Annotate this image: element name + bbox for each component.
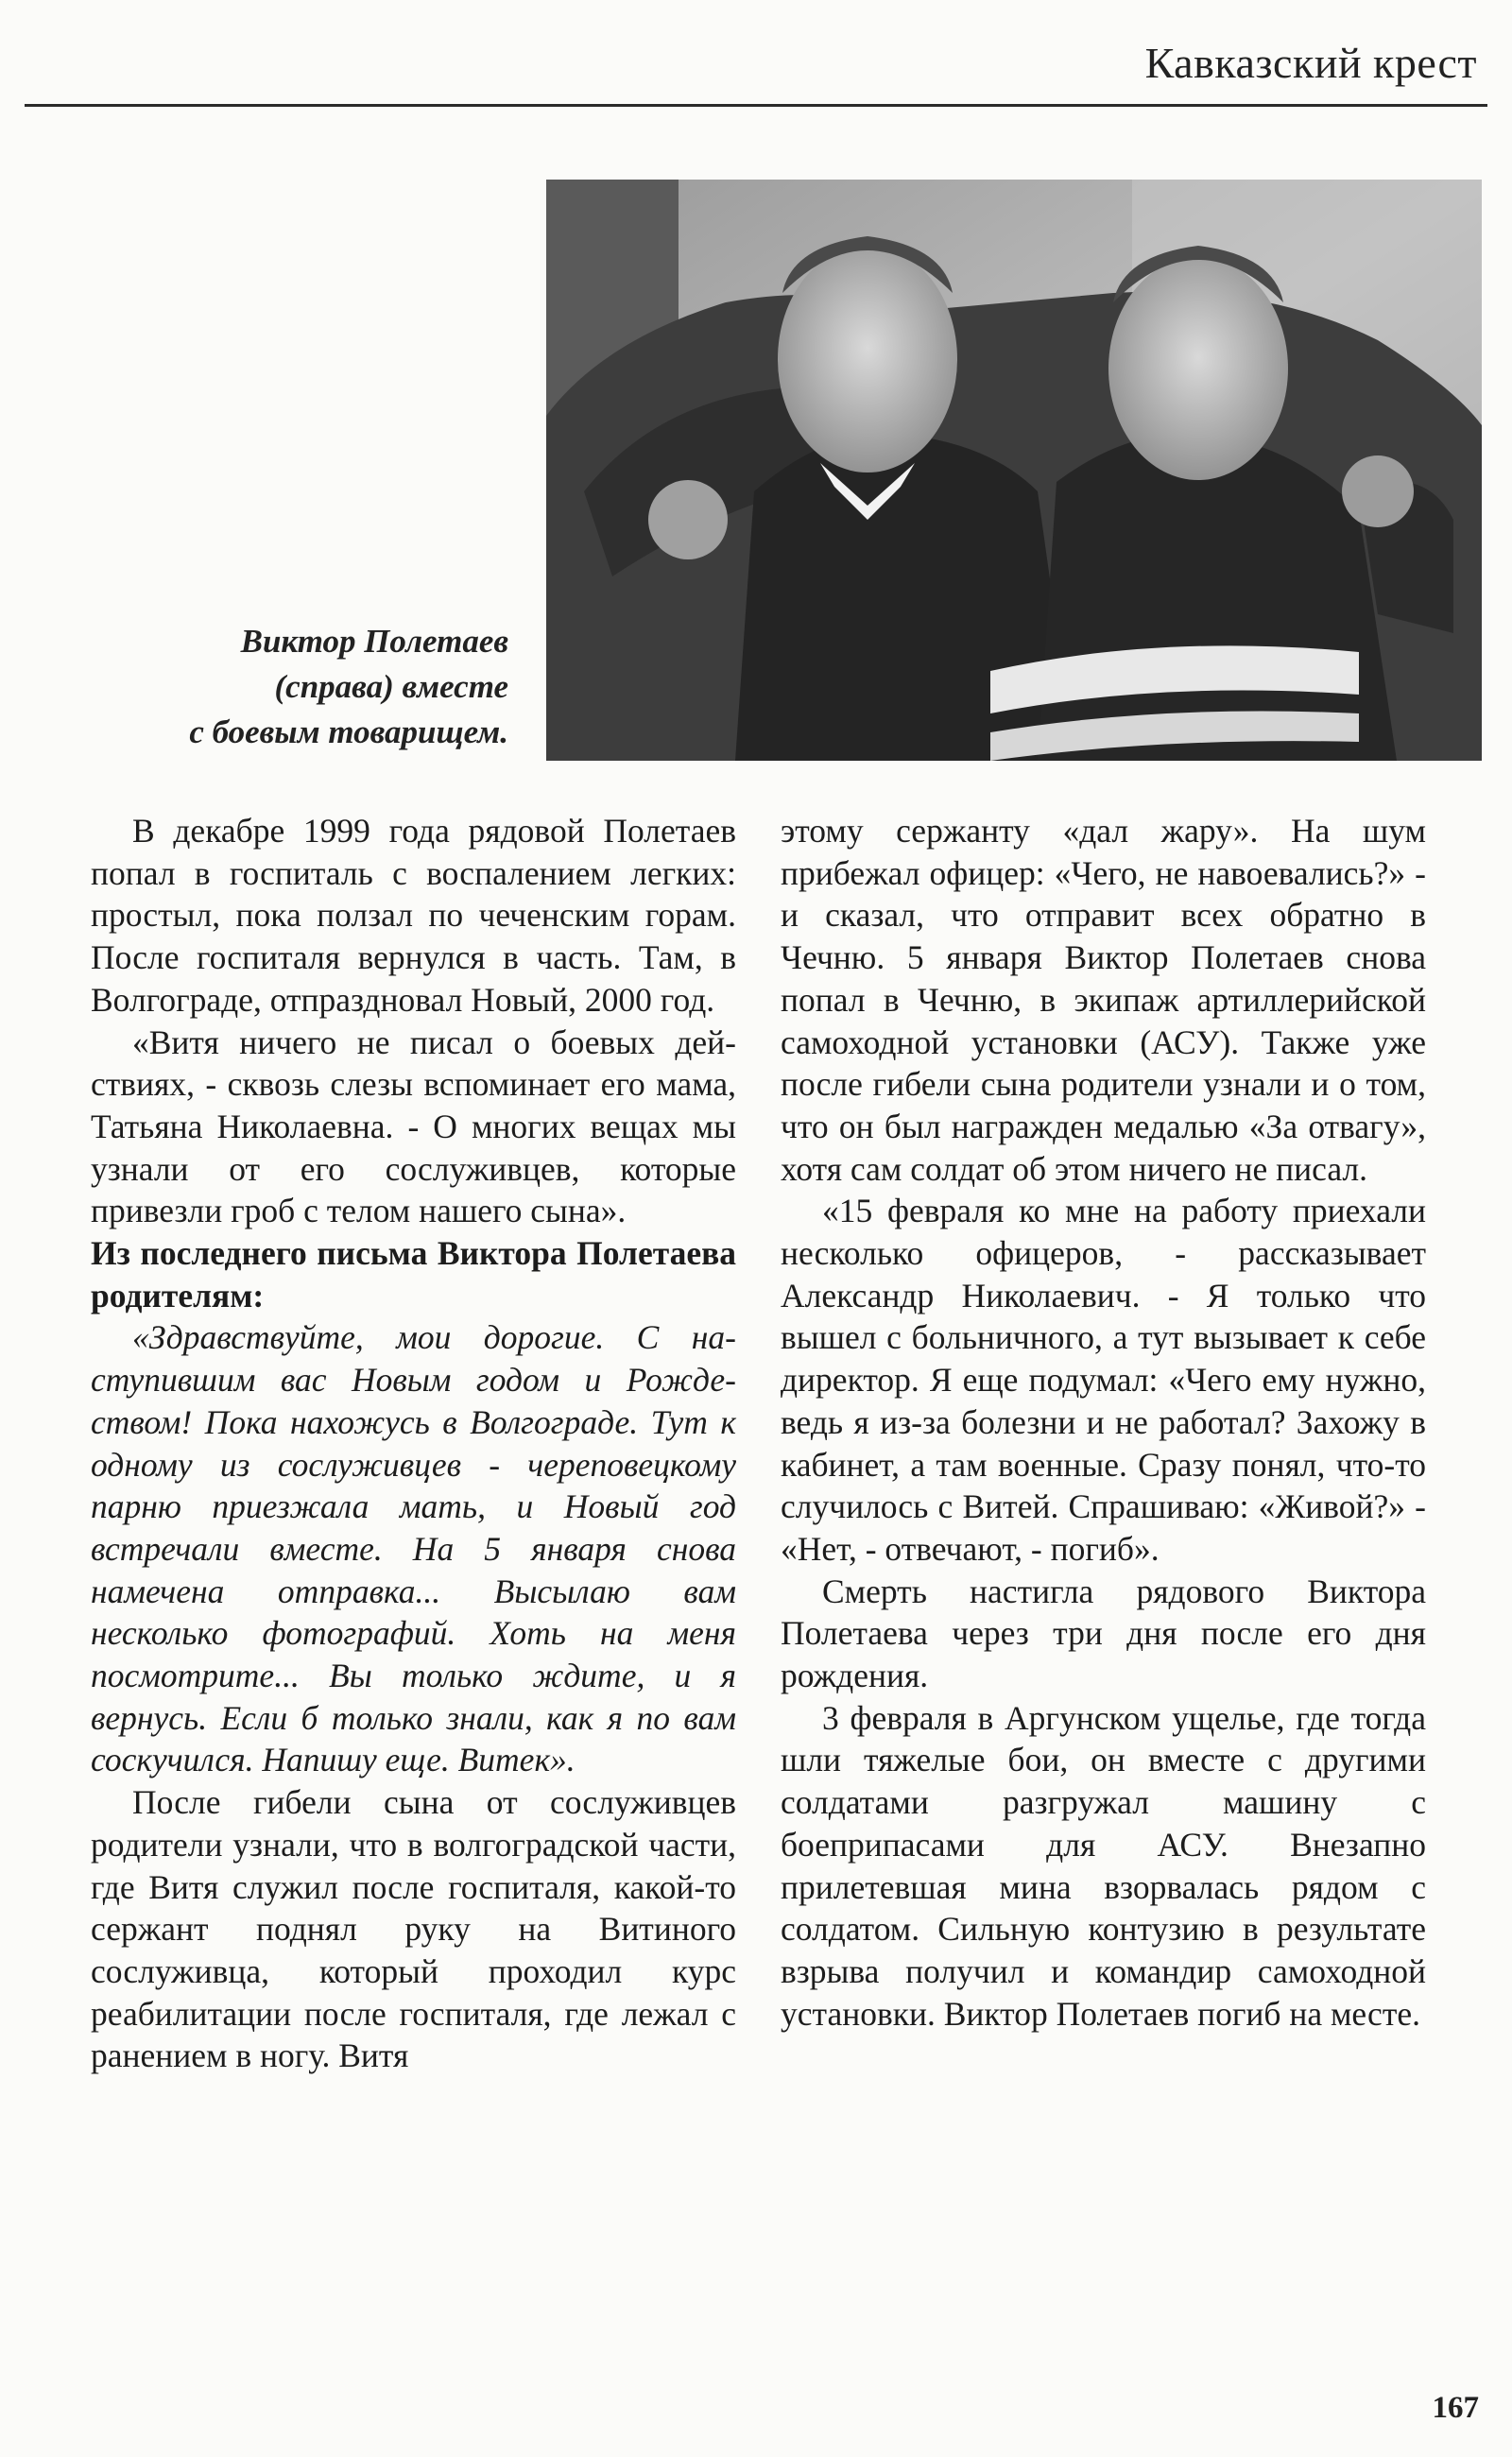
paragraph: В декабре 1999 года рядовой Полетаев попал в госпиталь с воспалением легких: простыл, пока ползал по чеченским горам. После госпиталя вернулся в часть. Там, в Волгограде, отпраздновал Новый, 2000 год. bbox=[91, 812, 736, 1019]
letter-quote: «Здравствуйте, мои дорогие. С наступившим вас Новым годом и Рождеством! Пока нахожусь в Волгограде. Тут к одному из сослуживцев - череповецкому парню приезжала мать, и Новый год встречали вместе. На 5 января снова намечена отправка... Высылаю вам несколько фотографий. Хоть на меня посмотрите... Вы только ждите, и я вернусь. Если б только знали, как я по вам соскучился. Напишу еще. Витек». bbox=[91, 1318, 736, 1779]
paragraph: После гибели сына от сослуживцев родители узнали, что в волгоградской части, где Витя служил после госпиталя, какой-то сержант поднял руку на Витиного сослуживца, который проходил курс реабилитации после госпиталя, где лежал с ранением в ногу. Витя bbox=[91, 1783, 736, 2075]
caption-line: (справа) вместе bbox=[274, 668, 508, 705]
article-column-right bbox=[781, 810, 1426, 2035]
paragraph: этому сержанту «дал жару». На шум прибежал офицер: «Чего, не навоевались?» - и сказал, что отправит всех обратно в Чечню. 5 января Виктор Полетаев снова попал в Чечню, в экипаж артиллерийской самоходной установки (АСУ). Также уже после гибели сына родители узнали и о том, что он был награжден медалью «За отвагу», хотя сам солдат об этом ничего не писал. bbox=[781, 812, 1426, 1188]
paragraph: «Витя ничего не писал о боевых действиях, - сквозь слезы вспоминает его мама, Татьяна Николаевна. - О многих вещах мы узнали от его сослуживцев, которые привезли гроб с телом нашего сына». bbox=[91, 1022, 736, 1230]
paragraph: 3 февраля в Аргунском ущелье, где тогда шли тяжелые бои, он вместе с другими солдатами разгружал машину с боеприпасами для АСУ. Внезапно прилетевшая мина взорвалась рядом с солдатом. Сильную контузию в результате взрыва получил и командир самоходной установки. Виктор Полетаев погиб на месте. bbox=[781, 1698, 1426, 2033]
caption-line: с боевым товарищем. bbox=[189, 713, 508, 750]
article-column-left bbox=[91, 810, 736, 2077]
paragraph: «15 февраля ко мне на работу приехали несколько офицеров, - рассказывает Александр Николаевич. - Я только что вышел с больничного, а тут вызывает к себе директор. Я еще подумал: «Чего ему нужно, ведь я из-за болезни и не работал? Захожу в кабинет, а там военные. Сразу понял, что-то случилось с Витей. Спрашиваю: «Живой?» - «Нет, - отвечают, - погиб». bbox=[781, 1192, 1426, 1568]
header-divider bbox=[25, 104, 1487, 107]
photo-caption bbox=[17, 619, 508, 755]
photo-illustration bbox=[546, 180, 1482, 761]
letter-heading: Из последнего письма Виктора Полетаева родителям: bbox=[91, 1234, 736, 1314]
photo-two-soldiers bbox=[546, 180, 1482, 761]
page-number: 167 bbox=[1432, 2391, 1479, 2425]
paragraph: Смерть настигла рядового Виктора Полетаева через три дня после его дня рождения. bbox=[781, 1572, 1426, 1695]
caption-line: Виктор Полетаев bbox=[240, 623, 508, 660]
running-header-title: Кавказский крест bbox=[1144, 39, 1477, 87]
